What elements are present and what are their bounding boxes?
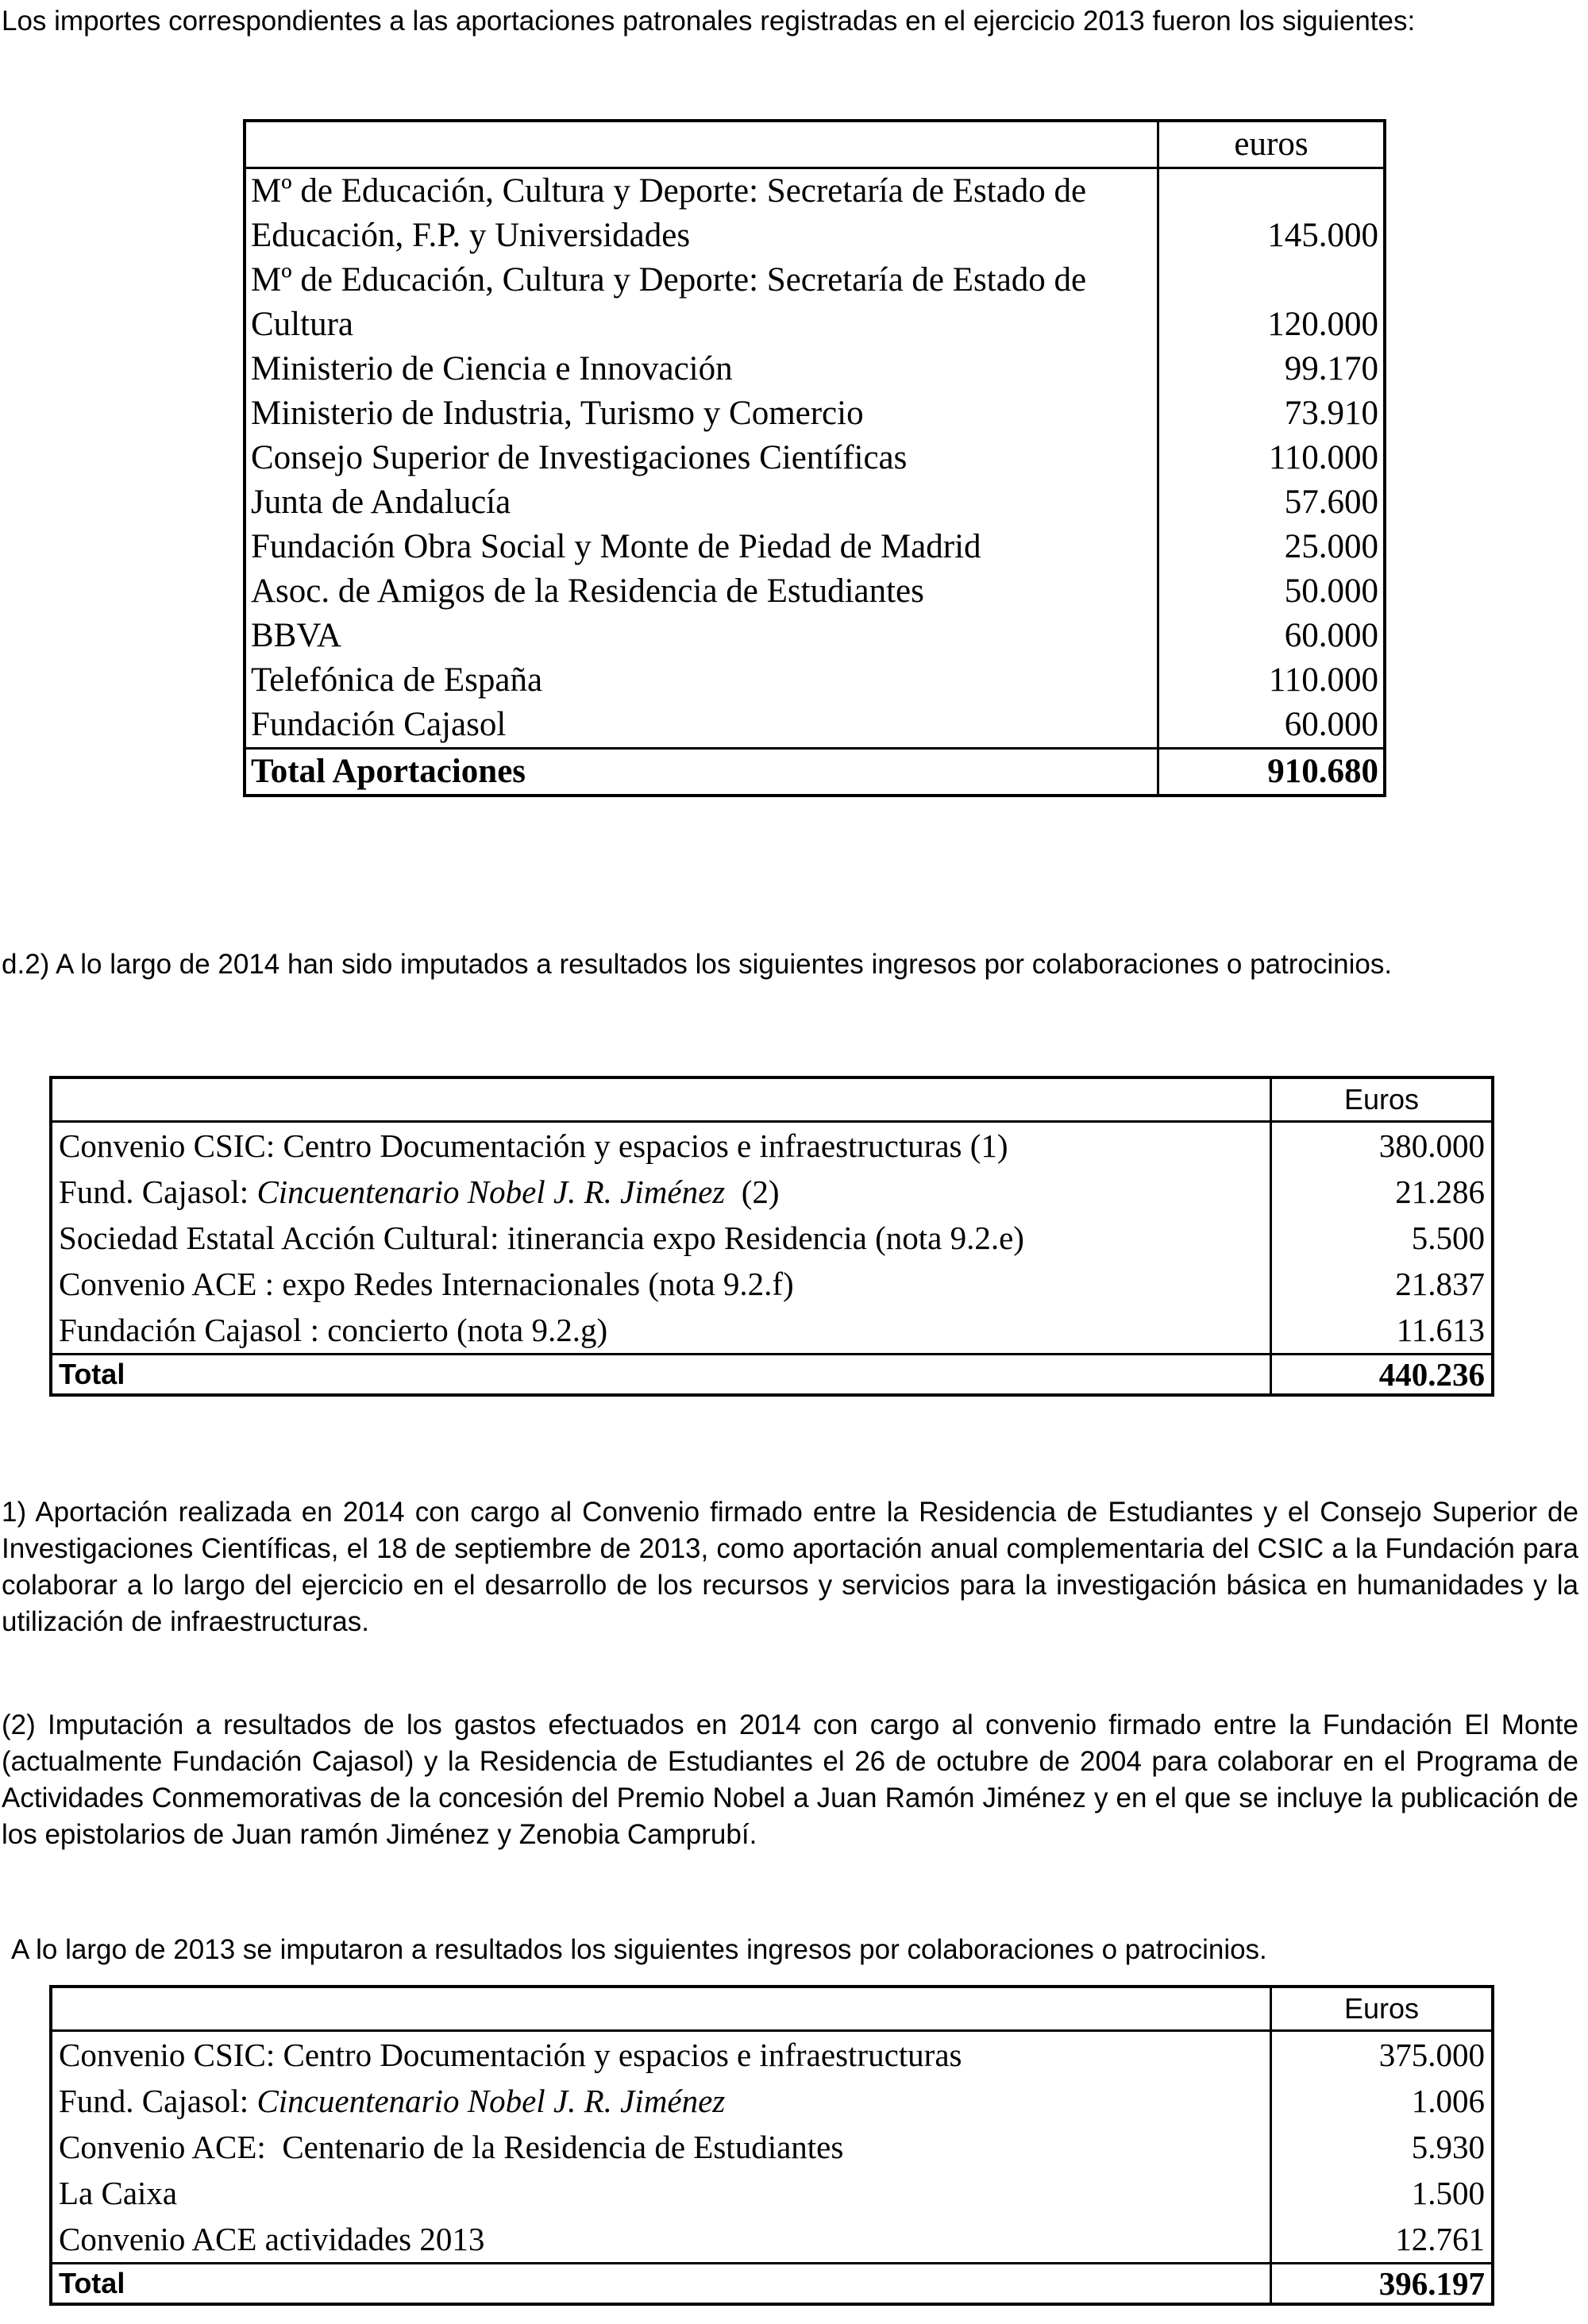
table-header-row: [51, 1077, 1493, 1122]
row-label: Mº de Educación, Cultura y Deporte: Secretaría de Estado de Cultura: [251, 261, 1087, 343]
total-row: [51, 1355, 1493, 1396]
table-row: [51, 1261, 1493, 1307]
income-2014-table: [49, 1076, 1494, 1397]
row-value: 5.500: [1271, 1215, 1494, 1261]
header-currency-cell: euros: [1158, 121, 1386, 168]
table-header-row: [245, 121, 1385, 168]
table-row: [51, 2124, 1493, 2170]
table-row: [245, 480, 1385, 525]
row-label: Ministerio de Industria, Turismo y Comercio: [251, 395, 864, 432]
row-label-prefix: Fund. Cajasol:: [59, 2083, 257, 2119]
table-row: [51, 2170, 1493, 2216]
row-value: 1.006: [1271, 2078, 1494, 2124]
table-row: [51, 1307, 1493, 1355]
table-row: [245, 569, 1385, 614]
table-row: [245, 436, 1385, 480]
row-label: Telefónica de España: [251, 661, 543, 699]
row-value: 145.000: [1158, 168, 1386, 259]
row-value: 12.761: [1271, 2216, 1494, 2264]
total-value: 910.680: [1158, 749, 1386, 796]
total-row: [245, 749, 1385, 796]
row-label: Fundación Obra Social y Monte de Piedad de Madrid: [251, 528, 981, 565]
table-row: [245, 258, 1385, 347]
table-row: [245, 525, 1385, 569]
table-row: [245, 391, 1385, 436]
row-label-prefix: Fund. Cajasol:: [59, 1174, 257, 1210]
row-value: 57.600: [1158, 480, 1386, 525]
row-label: Fundación Cajasol : concierto (nota 9.2.g): [59, 1312, 608, 1348]
intro-paragraph: Los importes correspondientes a las aportaciones patronales registradas en el ejercicio 2013 fueron los siguientes:: [2, 6, 1416, 37]
contributions-table: [243, 119, 1386, 797]
total-value: 440.236: [1271, 1355, 1494, 1396]
table-row: [245, 614, 1385, 658]
header-label-cell: [51, 1987, 1271, 2031]
row-value: 60.000: [1158, 703, 1386, 749]
row-value: 21.286: [1271, 1169, 1494, 1215]
row-label: BBVA: [251, 617, 341, 654]
row-label: Ministerio de Ciencia e Innovación: [251, 350, 733, 387]
row-value: 1.500: [1271, 2170, 1494, 2216]
row-value: 99.170: [1158, 347, 1386, 391]
table-row: [245, 703, 1385, 749]
header-label-cell: [245, 121, 1158, 168]
income-2013-table: [49, 1985, 1494, 2306]
row-value: 25.000: [1158, 525, 1386, 569]
intro-2013-income-paragraph: A lo largo de 2013 se imputaron a resultados los siguientes ingresos por colaboraciones o patrocinios.: [11, 1934, 1267, 1965]
row-value: 5.930: [1271, 2124, 1494, 2170]
header-label-cell: [51, 1077, 1271, 1122]
row-value: 60.000: [1158, 614, 1386, 658]
header-currency-cell: Euros: [1271, 1077, 1494, 1122]
table-row: [51, 2078, 1493, 2124]
row-label: Mº de Educación, Cultura y Deporte: Secretaría de Estado de Educación, F.P. y Universidades: [251, 172, 1087, 254]
row-label: [51, 1169, 1271, 1215]
table-row: [51, 2031, 1493, 2079]
row-label: Convenio ACE actividades 2013: [59, 2221, 485, 2257]
total-label: Total: [51, 2264, 1271, 2305]
table-row: [51, 1169, 1493, 1215]
note-2-paragraph: (2) Imputación a resultados de los gastos efectuados en 2014 con cargo al convenio firmado entre la Fundación El Monte (actualmente Fundación Cajasol) y la Residencia de Estudiantes el 26 de octubre de 2004 para colaborar en el Programa de Actividades Conmemorativas de la concesión del Premio Nobel a Juan Ramón Jiménez y en el que se incluye la publicación de los epistolarios de Juan ramón Jiménez y Zenobia Camprubí.: [2, 1709, 1578, 1850]
table-row: [51, 2216, 1493, 2264]
row-value: 73.910: [1158, 391, 1386, 436]
row-label: Convenio ACE : expo Redes Internacionales (nota 9.2.f): [59, 1266, 794, 1302]
row-value: 50.000: [1158, 569, 1386, 614]
table-header-row: [51, 1987, 1493, 2031]
row-label: La Caixa: [59, 2175, 178, 2211]
note-1-paragraph: 1) Aportación realizada en 2014 con cargo al Convenio firmado entre la Residencia de Estudiantes y el Consejo Superior de Investigaciones Científicas, el 18 de septiembre de 2013, como aportación anual complementaria del CSIC a la Fundación para colaborar a lo largo del ejercicio en el desarrollo de los recursos y servicios para la investigación básica en humanidades y la utilización de infraestructuras.: [2, 1497, 1578, 1637]
row-value: 110.000: [1158, 658, 1386, 703]
row-label: Junta de Andalucía: [251, 484, 511, 521]
row-label: Convenio ACE: Centenario de la Residencia de Estudiantes: [59, 2129, 844, 2165]
row-label: Convenio CSIC: Centro Documentación y espacios e infraestructuras: [59, 2037, 962, 2073]
table-row: [245, 168, 1385, 259]
table-row: [51, 1215, 1493, 1261]
row-value: 380.000: [1271, 1122, 1494, 1170]
row-label: Asoc. de Amigos de la Residencia de Estudiantes: [251, 572, 924, 610]
total-row: [51, 2264, 1493, 2305]
row-label: Convenio CSIC: Centro Documentación y espacios e infraestructuras (1): [59, 1127, 1008, 1164]
row-value: 375.000: [1271, 2031, 1494, 2079]
row-value: 11.613: [1271, 1307, 1494, 1355]
row-label: Consejo Superior de Investigaciones Científicas: [251, 439, 908, 476]
section-d2-paragraph: d.2) A lo largo de 2014 han sido imputados a resultados los siguientes ingresos por colaboraciones o patrocinios.: [2, 949, 1393, 980]
table-row: [245, 347, 1385, 391]
table-row: [51, 1122, 1493, 1170]
row-label-suffix: (2): [725, 1174, 780, 1210]
total-value: 396.197: [1271, 2264, 1494, 2305]
row-label-italic: Cincuentenario Nobel J. R. Jiménez: [256, 1174, 726, 1210]
total-label: Total Aportaciones: [245, 749, 1158, 796]
table-row: [245, 658, 1385, 703]
row-label-italic: Cincuentenario Nobel J. R. Jiménez: [256, 2083, 726, 2119]
row-label: [51, 2078, 1271, 2124]
row-label: Fundación Cajasol: [251, 706, 507, 743]
total-label: Total: [51, 1355, 1271, 1396]
row-label: Sociedad Estatal Acción Cultural: itinerancia expo Residencia (nota 9.2.e): [59, 1220, 1024, 1256]
row-value: 21.837: [1271, 1261, 1494, 1307]
row-value: 110.000: [1158, 436, 1386, 480]
row-value: 120.000: [1158, 258, 1386, 347]
header-currency-cell: Euros: [1271, 1987, 1494, 2031]
